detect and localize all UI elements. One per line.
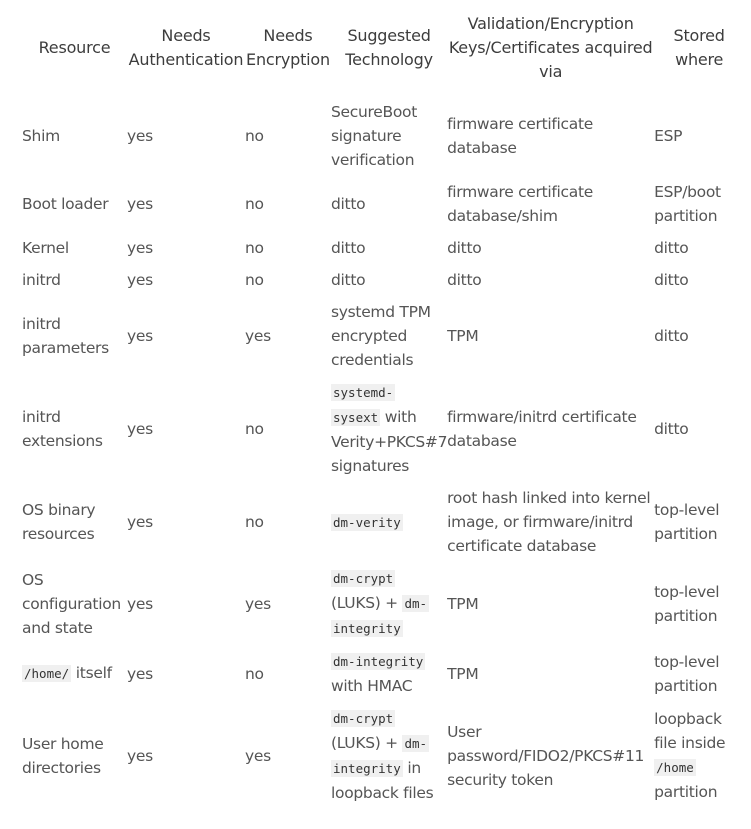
table-row [16, 296, 744, 376]
cell-tech: dm-integrity with HMAC [331, 654, 424, 695]
cell-keys: ditto [447, 239, 482, 257]
cell-stored: top-level partition [654, 652, 720, 695]
cell-keys: firmware/initrd certificate database [447, 408, 637, 450]
cell-keys: TPM [447, 327, 479, 345]
code-snippet: sysext [333, 410, 379, 425]
cell-enc: no [245, 513, 264, 531]
cell-auth: yes [127, 327, 153, 345]
cell-resource: initrd extensions [22, 408, 103, 450]
header-keys-acquired-via: Validation/Encryption Keys/Certificates acquired via [448, 14, 653, 81]
cell-auth: yes [127, 513, 153, 531]
cell-auth: yes [127, 127, 153, 145]
cell-tech [331, 482, 447, 562]
cell-tech: dm-crypt (LUKS) + dm- integrity [331, 571, 428, 636]
cell-stored: top-level partition [654, 582, 720, 625]
cell-auth: yes [127, 420, 153, 438]
cell-auth: yes [127, 664, 153, 683]
cell-resource: Kernel [22, 239, 69, 257]
cell-auth: yes [127, 594, 153, 613]
cell-tech: SecureBoot signature verification [331, 103, 417, 169]
cell-keys: firmware certificate database [447, 115, 593, 157]
table-row [16, 376, 744, 482]
cell-enc: no [245, 664, 264, 683]
cell-keys: firmware certificate database/shim [447, 183, 593, 225]
code-snippet: /home/ [24, 666, 70, 681]
header-resource: Resource [38, 38, 111, 57]
cell-tech: systemd TPM encrypted credentials [331, 303, 431, 369]
cell-resource: User home directories [22, 734, 104, 777]
header-needs-authentication: Needs Authentication [128, 26, 244, 69]
cell-stored: ditto [654, 327, 689, 345]
cell-keys: User password/FIDO2/PKCS#11 security token [447, 722, 645, 789]
cell-keys: root hash linked into kernel image, or firmware/initrd certificate database [447, 489, 651, 555]
cell-enc: no [245, 271, 264, 289]
cell-resource: Shim [22, 127, 60, 145]
cell-enc: no [245, 420, 264, 438]
table-row [16, 264, 744, 296]
cell-resource: OS configuration and state [22, 570, 121, 637]
cell-auth: yes [127, 746, 153, 765]
cell-auth: yes [127, 239, 153, 257]
cell-enc: yes [245, 594, 271, 613]
code-snippet: dm-crypt [333, 711, 394, 726]
cell-auth: yes [127, 271, 153, 289]
code-snippet: dm-crypt [333, 571, 394, 586]
cell-stored: ESP [654, 127, 683, 145]
cell-enc: no [245, 127, 264, 145]
security-resources-table [16, 10, 744, 809]
cell-tech: dm-crypt (LUKS) + dm- integrity in loopback files [331, 711, 434, 802]
cell-stored: ditto [654, 239, 689, 257]
cell-tech: ditto [331, 195, 366, 213]
cell-resource: /home/ itself [24, 664, 112, 682]
cell-resource: initrd [22, 271, 61, 289]
code-snippet: integrity [333, 761, 401, 776]
cell-stored: top-level partition [654, 501, 720, 543]
cell-enc: yes [245, 746, 271, 765]
code-snippet: dm-verity [333, 514, 401, 530]
table-row [16, 176, 744, 232]
code-snippet: /home [656, 760, 694, 775]
cell-stored: loopback file inside /home partition [654, 710, 726, 801]
code-snippet: systemd- [333, 385, 394, 400]
cell-stored: ditto [654, 271, 689, 289]
code-snippet: dm- [404, 596, 428, 611]
header-row [16, 10, 744, 96]
cell-resource: OS binary resources [22, 501, 96, 543]
cell-enc: no [245, 239, 264, 257]
code-snippet: dm-integrity [333, 654, 424, 669]
code-snippet: dm- [404, 736, 428, 751]
table-row [16, 482, 744, 562]
cell-enc: no [245, 195, 264, 213]
header-suggested-technology: Suggested Technology [345, 26, 433, 69]
cell-tech: systemd- sysext with Verity+PKCS#7 signatures [331, 385, 448, 475]
table-row [16, 562, 744, 645]
table-row [16, 96, 744, 176]
cell-tech: ditto [331, 271, 366, 289]
header-needs-encryption: Needs Encryption [246, 26, 330, 69]
cell-keys: TPM [447, 594, 479, 613]
table-row [16, 232, 744, 264]
cell-resource: Boot loader [22, 195, 109, 213]
cell-enc: yes [245, 327, 271, 345]
table-row [16, 645, 744, 702]
cell-keys: ditto [447, 271, 482, 289]
cell-stored: ditto [654, 420, 689, 438]
cell-tech: ditto [331, 239, 366, 257]
cell-keys: TPM [447, 664, 479, 683]
cell-auth: yes [127, 195, 153, 213]
header-stored-where: Stored where [673, 26, 725, 69]
cell-resource: initrd parameters [22, 315, 109, 357]
code-snippet: integrity [333, 621, 401, 636]
cell-stored: ESP/boot partition [654, 183, 721, 225]
table-row [16, 702, 744, 809]
